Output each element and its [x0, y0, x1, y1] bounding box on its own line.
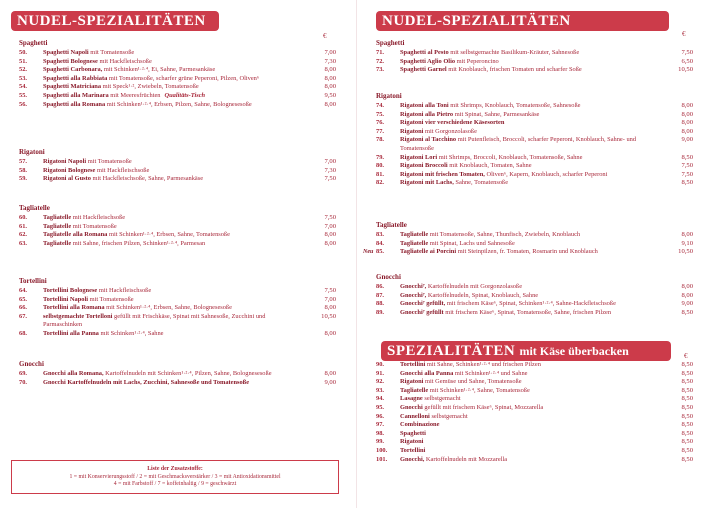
item-number: 58.	[19, 166, 27, 174]
item-name: Tortellini	[400, 361, 426, 368]
item-price: 10,50	[321, 312, 336, 320]
right-banner: NUDEL-SPEZIALITÄTEN	[376, 11, 669, 31]
item-name: Spaghetti alla Rabbiata	[43, 74, 108, 82]
right-currency-header: €	[682, 30, 686, 38]
item-description: mit Schinken¹·²·⁴, Ei, Sahne, Parmesankäse	[102, 66, 216, 74]
item-number: 57.	[19, 158, 27, 165]
special-banner-title: SPEZIALITÄTEN	[387, 343, 516, 359]
item-description: mit Shrimps, Broccoli, Knoblauch, Tomatensoße, Sahne	[437, 153, 583, 161]
menu-item	[376, 413, 693, 422]
item-name: Gnocchi,	[400, 455, 425, 463]
menu-item	[19, 92, 336, 101]
menu-item	[376, 438, 693, 447]
item-name: Rigatoni	[400, 378, 424, 386]
legend-line-1: 1 = mit Konservierungsstoff / 2 = mit Geschmacksverstärker / 3 = mit Antioxidationsmittel	[69, 473, 281, 480]
menu-item	[19, 370, 336, 379]
menu-item	[19, 75, 336, 84]
section-title: Rigatoni	[376, 92, 402, 100]
item-price: 8,00	[324, 231, 336, 239]
item-price: 8,00	[681, 102, 693, 109]
menu-item	[19, 296, 336, 305]
item-price: 8,50	[681, 308, 693, 316]
item-name: Gnocchi alla Panna	[400, 369, 454, 377]
item-number: 90.	[376, 361, 384, 368]
item-name: Tagliatelle	[43, 214, 72, 221]
item-number: 66.	[19, 304, 27, 312]
menu-item	[19, 83, 336, 92]
item-price: 9,10	[681, 239, 693, 247]
item-price: 6,50	[681, 57, 693, 65]
item-price: 8,50	[681, 386, 693, 394]
menu-item	[376, 421, 693, 430]
item-description: mit Schinken¹·²·⁴, Sahne	[98, 329, 164, 337]
item-description: mit Tomatensoße	[71, 222, 117, 230]
item-name: Tortellini	[400, 446, 426, 454]
item-price: 9,00	[681, 136, 693, 144]
item-number: 60.	[19, 214, 27, 221]
item-number: 68.	[19, 329, 27, 337]
item-name: Gnocchi⁷,	[400, 283, 427, 290]
item-description: mit Hackfleischsoße	[97, 287, 152, 294]
item-number: 87.	[376, 291, 384, 299]
right-menu-page	[357, 0, 713, 508]
item-name: Spaghetti alla Marinara	[43, 91, 109, 99]
item-name: Tagliatelle alla Romana	[43, 231, 108, 239]
item-price: 7,30	[324, 57, 336, 65]
item-number: 92.	[376, 378, 384, 386]
item-price: 8,00	[681, 110, 693, 118]
menu-item	[376, 171, 693, 180]
item-name: Gnocchi alla Romana,	[43, 370, 104, 377]
menu-item	[19, 330, 336, 339]
menu-item	[376, 231, 693, 240]
menu-item	[376, 292, 693, 301]
menu-item	[376, 119, 693, 128]
item-description: mit Tomatensoße, Sahne, Thunfisch, Zwiebeln, Knoblauch	[428, 231, 581, 238]
item-number: 53.	[19, 74, 27, 82]
item-price: 8,00	[324, 304, 336, 312]
menu-item	[19, 223, 336, 232]
item-name: Spaghetti Napoli	[43, 49, 89, 56]
item-price: 10,50	[678, 248, 693, 256]
item-description: selbstgemacht	[429, 412, 468, 420]
item-price: 8,50	[681, 455, 693, 463]
item-price: 8,00	[324, 100, 336, 108]
item-description: mit Hackfleischsoße	[97, 57, 152, 65]
item-name: Rigatoni Bolognese	[43, 166, 96, 174]
item-price: 8,00	[681, 119, 693, 127]
special-currency-header: €	[684, 352, 688, 360]
item-name: Spaghetti Aglio Olio	[400, 57, 456, 65]
item-price: 7,50	[324, 214, 336, 221]
menu-item	[376, 128, 693, 137]
item-description: mit Knoblauch, Tomaten, Sahne	[447, 162, 532, 170]
item-description: mit Speck¹·², Zwiebeln, Tomatensoße	[101, 83, 199, 91]
menu-item	[376, 395, 693, 404]
item-number: 78.	[376, 136, 384, 144]
menu-item	[376, 370, 693, 379]
special-banner	[381, 341, 671, 361]
item-price: 9,00	[681, 300, 693, 308]
item-number: 62.	[19, 231, 27, 239]
item-price: 8,00	[681, 231, 693, 238]
item-number: 95.	[376, 403, 384, 411]
item-price: 7,00	[324, 295, 336, 303]
item-description: gefüllt mit frischem Käse⁶, Spinat, Mozzarella	[422, 403, 544, 411]
item-number: 100.	[376, 446, 388, 454]
menu-item	[376, 136, 693, 153]
menu-item	[376, 111, 693, 120]
legend-line-2: 4 = mit Farbstoff / 7 = koffeinhaltig / 9 = geschwärzt	[113, 481, 237, 488]
section-title: Spaghetti	[376, 39, 405, 47]
item-price: 8,50	[681, 395, 693, 403]
item-name: selbstgemachte Tortelloni	[43, 312, 113, 320]
item-name: Tagliatelle ai Porcini	[400, 248, 457, 256]
menu-item	[376, 162, 693, 171]
item-description: mit Tomatensoße	[88, 295, 134, 303]
item-description: mit Schinken¹·²·⁴, Erbsen, Sahne, Tomatensoße	[107, 231, 231, 239]
item-price: 8,50	[681, 403, 693, 411]
item-description: mit Sahne, frischen Pilzen, Schinken¹·²·⁴, Parmesan	[71, 239, 206, 247]
item-description: mit Peperoncino	[455, 57, 499, 65]
item-name: Rigatoni	[400, 438, 424, 446]
item-price: 8,00	[681, 291, 693, 299]
item-number: 50.	[19, 49, 27, 56]
item-name: Gnocchi⁷ gefüllt	[400, 308, 444, 316]
left-section-tagliatelle	[19, 203, 336, 248]
item-note: Qualitäts-Tisch	[164, 91, 206, 99]
menu-item	[376, 49, 693, 58]
menu-item	[376, 361, 693, 370]
item-price: 7,30	[324, 166, 336, 174]
section-title: Gnocchi	[376, 273, 401, 281]
item-number: 88.	[376, 300, 384, 308]
item-price: 7,00	[324, 158, 336, 165]
right-section-spaghetti	[376, 38, 693, 75]
item-number: 74.	[376, 102, 384, 109]
item-name: Gnocchi⁷ gefüllt,	[400, 300, 446, 308]
item-description: selbstgemacht	[422, 395, 461, 403]
item-description: Kartoffelnudeln mit Schinken¹·²·⁴, Pilzen, Sahne, Bolognesesoße	[103, 370, 272, 377]
left-menu-page	[0, 0, 356, 508]
item-price: 8,00	[324, 83, 336, 91]
item-description: mit Hackfleischsoße	[95, 166, 150, 174]
item-name: Spaghetti Matriciana	[43, 83, 102, 91]
item-name: Rigatoni alla Toni	[400, 102, 449, 109]
item-description: mit Gorgonzolasoße	[423, 127, 477, 135]
menu-item	[19, 58, 336, 67]
item-name: Lasagne	[400, 395, 423, 403]
item-name: Gnocchi	[400, 403, 423, 411]
item-price: 8,00	[324, 239, 336, 247]
item-price: 10,50	[678, 66, 693, 74]
item-number: 98.	[376, 429, 384, 437]
item-description: mit Steinpilzen, fr. Tomaten, Rosmarin und Knoblauch	[456, 248, 598, 256]
item-description: Kartoffelnudeln mit Gorgonzolasoße	[426, 283, 523, 290]
item-description: mit selbstgemachte Basilikum-Kräuter, Sahnesoße	[448, 49, 580, 56]
item-price: 7,50	[324, 287, 336, 294]
item-price: 8,50	[681, 361, 693, 368]
section-title: Spaghetti	[19, 39, 48, 47]
item-price: 7,50	[681, 49, 693, 56]
item-name: Combinazione	[400, 421, 440, 429]
item-number: 52.	[19, 66, 27, 74]
item-price: 8,00	[324, 370, 336, 377]
item-name: Spaghetti Bolognese	[43, 57, 98, 65]
item-number: 96.	[376, 412, 384, 420]
menu-item	[19, 240, 336, 249]
item-description: mit Tomatensoße, scharfer grüne Peperoni, Pilzen, Oliven⁶	[107, 74, 260, 82]
menu-item	[376, 240, 693, 249]
section-title: Gnocchi	[19, 360, 44, 368]
item-price: 8,50	[681, 421, 693, 429]
item-price: 8,00	[324, 74, 336, 82]
item-description: mit Meeresfrüchten	[108, 91, 161, 99]
item-number: 54.	[19, 83, 27, 91]
item-number: 63.	[19, 239, 27, 247]
item-description: Kartoffelnudeln, Spinat, Knoblauch, Sahne	[426, 291, 539, 299]
item-name: Rigatoni mit Lachs,	[400, 179, 454, 187]
item-price: 8,50	[681, 378, 693, 386]
item-number: 61.	[19, 222, 27, 230]
item-name: Spaghetti	[400, 429, 426, 437]
item-price: 8,50	[681, 369, 693, 377]
item-description: mit Tomatensoße	[88, 49, 135, 56]
new-badge: Neu	[363, 249, 374, 256]
section-title: Tortellini	[19, 277, 47, 285]
menu-item	[19, 66, 336, 75]
item-price: 8,00	[681, 127, 693, 135]
item-name: Rigatoni al Gusto	[43, 175, 91, 183]
item-description: mit Hackfleischsoße, Sahne, Parmesankäse	[90, 175, 204, 183]
item-name: Rigatoni alla Pietro	[400, 110, 454, 118]
item-number: 101.	[376, 455, 388, 463]
item-price: 7,00	[324, 49, 336, 56]
item-price: 7,50	[324, 175, 336, 183]
item-number: 97.	[376, 421, 384, 429]
item-name: Tagliatelle	[400, 239, 429, 247]
item-price: 7,00	[324, 222, 336, 230]
menu-item	[376, 387, 693, 396]
menu-item	[19, 304, 336, 313]
item-description: Kartoffelnudeln mit Mozzarella	[424, 455, 508, 463]
item-name: Spaghetti al Pesto	[400, 49, 449, 56]
item-number: 73.	[376, 66, 384, 74]
item-name: Tortellini Napoli	[43, 295, 89, 303]
item-description: mit Hackfleischsoße	[71, 214, 126, 221]
item-price: 9,00	[324, 378, 336, 386]
menu-item	[376, 179, 693, 188]
item-number: 84.	[376, 239, 384, 247]
menu-item	[376, 447, 693, 456]
item-price: 8,50	[681, 153, 693, 161]
item-description: mit Spinat, Sahne, Parmesankäse	[453, 110, 540, 118]
item-name: Rigatoni vier verschiedene Käsesorten	[400, 119, 505, 127]
item-number: 70.	[19, 378, 27, 386]
item-description: mit Sahne, Schinken¹·²·⁴ und frischen Pilzen	[425, 361, 541, 368]
item-number: 89.	[376, 308, 384, 316]
item-price: 8,00	[324, 329, 336, 337]
menu-item	[19, 287, 336, 296]
menu-item	[376, 283, 693, 292]
item-description: Sahne, Tomatensoße	[453, 179, 509, 187]
item-name: Spaghetti Carbonara,	[43, 66, 103, 74]
item-name: Spaghetti Garnel	[400, 66, 447, 74]
menu-item	[19, 101, 336, 110]
item-number: 76.	[376, 119, 384, 127]
item-description: mit Putenfleisch, Broccoli, scharfer Peperoni, Knoblauch, Sahne- und Tomatensoße	[400, 136, 637, 152]
menu-item	[376, 309, 693, 318]
item-number: 59.	[19, 175, 27, 183]
item-description: mit Schinken¹·²·⁴, Erbsen, Pilzen, Sahne, Bolognesesoße	[105, 100, 252, 108]
menu-item	[376, 430, 693, 439]
left-banner: NUDEL-SPEZIALITÄTEN	[11, 11, 219, 31]
item-price: 8,50	[681, 179, 693, 187]
item-price: 8,50	[681, 429, 693, 437]
menu-item	[376, 102, 693, 111]
item-name: Rigatoni al Tacchino	[400, 136, 457, 144]
item-number: 77.	[376, 127, 384, 135]
item-description: mit Schinken¹·²·⁴, Erbsen, Sahne, Bolognesesoße	[104, 304, 233, 312]
item-name: Spaghetti alla Romana	[43, 100, 106, 108]
left-section-gnocchi	[19, 359, 336, 387]
item-name: Tagliatelle	[43, 222, 72, 230]
left-section-spaghetti	[19, 38, 336, 109]
additives-legend	[11, 460, 339, 494]
item-price: 8,00	[324, 66, 336, 74]
menu-item	[376, 154, 693, 163]
left-currency-header: €	[323, 32, 327, 40]
item-number: 64.	[19, 287, 27, 294]
item-description: mit Schinken¹·²·⁴, Sahne, Tomatensoße	[428, 386, 530, 394]
item-number: 94.	[376, 395, 384, 403]
item-price: 7,50	[681, 170, 693, 178]
item-description: mit Schinken¹·²·⁴ und Sahne	[453, 369, 528, 377]
right-section-tagliatelle	[363, 220, 693, 257]
item-number: 72.	[376, 57, 384, 65]
item-number: 56.	[19, 100, 27, 108]
menu-item	[19, 214, 336, 223]
menu-item	[376, 378, 693, 387]
menu-item	[376, 404, 693, 413]
item-description: Oliven⁶, Kapern, Knoblauch, scharfer Peperoni	[484, 170, 608, 178]
item-price: 8,50	[681, 438, 693, 446]
item-description: mit Shrimps, Knoblauch, Tomatensoße, Sahnesoße	[448, 102, 581, 109]
item-number: 82.	[376, 179, 384, 187]
legend-title: Liste der Zusatzstoffe:	[147, 466, 203, 472]
menu-item	[376, 66, 693, 75]
item-name: Tortellini alla Panna	[43, 329, 99, 337]
item-name: Tortellini Bolognese	[43, 287, 98, 294]
menu-item	[376, 456, 693, 465]
item-price: 9,50	[324, 91, 336, 99]
item-number: 71.	[376, 49, 384, 56]
section-title: Tagliatelle	[19, 204, 50, 212]
item-price: 8,00	[681, 283, 693, 290]
menu-item	[19, 379, 336, 388]
menu-item	[376, 58, 693, 67]
item-number: 99.	[376, 438, 384, 446]
item-description: mit Tomatensoße	[86, 158, 132, 165]
menu-item	[19, 49, 336, 58]
item-price: 7,50	[681, 162, 693, 170]
item-name: Rigatoni	[400, 127, 424, 135]
item-name: Tortellini alla Romana	[43, 304, 105, 312]
item-name: Tagliatelle	[400, 386, 429, 394]
item-name: Tagliatelle	[400, 231, 429, 238]
right-section-gnocchi	[376, 272, 693, 317]
left-section-tortellini	[19, 276, 336, 339]
item-name: Gnocchi Kartoffelnudeln mit Lachs, Zucchini, Sahnesoße und Tomatensoße	[43, 378, 250, 386]
item-description: mit frischem Käse⁶, Spinat, Schinken¹·²·⁴, Sahne-Hackfleischsoße	[445, 300, 616, 308]
item-description: mit frischem Käse⁶, Spinat, Tomatensoße, Sahne, frischen Pilzen	[443, 308, 612, 316]
menu-item	[19, 175, 336, 184]
item-name: Rigatoni Napoli	[43, 158, 87, 165]
item-number: 79.	[376, 153, 384, 161]
item-number: 65.	[19, 295, 27, 303]
special-section	[376, 361, 693, 464]
item-number: 93.	[376, 386, 384, 394]
section-title: Tagliatelle	[376, 221, 407, 229]
item-number: 91.	[376, 369, 384, 377]
menu-item	[19, 231, 336, 240]
item-price: 8,50	[681, 446, 693, 454]
item-number: 69.	[19, 370, 27, 377]
item-number: 81.	[376, 170, 384, 178]
item-price: 8,50	[681, 412, 693, 420]
item-name: Gnocchi⁷,	[400, 291, 427, 299]
item-name: Cannelloni	[400, 412, 430, 420]
item-number: 51.	[19, 57, 27, 65]
item-description: gefüllt mit Frischkäse, Spinat mit Sahnesoße, Zucchini und Parmaschinken	[43, 312, 266, 329]
item-description: mit Spinat, Lachs und Sahnesoße	[428, 239, 515, 247]
item-name: Tagliatelle	[43, 239, 72, 247]
menu-item	[19, 158, 336, 167]
menu-item	[376, 300, 693, 309]
item-description: mit Gemüse und Sahne, Tomatensoße	[423, 378, 522, 386]
left-section-rigatoni	[19, 147, 336, 184]
item-name: Rigatoni Lori	[400, 153, 438, 161]
right-section-rigatoni	[376, 91, 693, 188]
item-description: mit Knoblauch, frischen Tomaten und scharfer Soße	[446, 66, 582, 74]
item-number: 86.	[376, 283, 384, 290]
item-number: 55.	[19, 91, 27, 99]
section-title: Rigatoni	[19, 148, 45, 156]
item-number: 80.	[376, 162, 384, 170]
item-number: 85.	[376, 248, 384, 256]
item-number: 83.	[376, 231, 384, 238]
item-name: Rigatoni Broccoli	[400, 162, 448, 170]
item-number: 67.	[19, 312, 27, 320]
menu-item	[19, 167, 336, 176]
item-name: Rigatoni mit frischen Tomaten,	[400, 170, 485, 178]
item-number: 75.	[376, 110, 384, 118]
menu-item	[19, 313, 336, 330]
special-banner-subtitle: mit Käse überbacken	[519, 344, 629, 358]
menu-item	[363, 248, 693, 257]
